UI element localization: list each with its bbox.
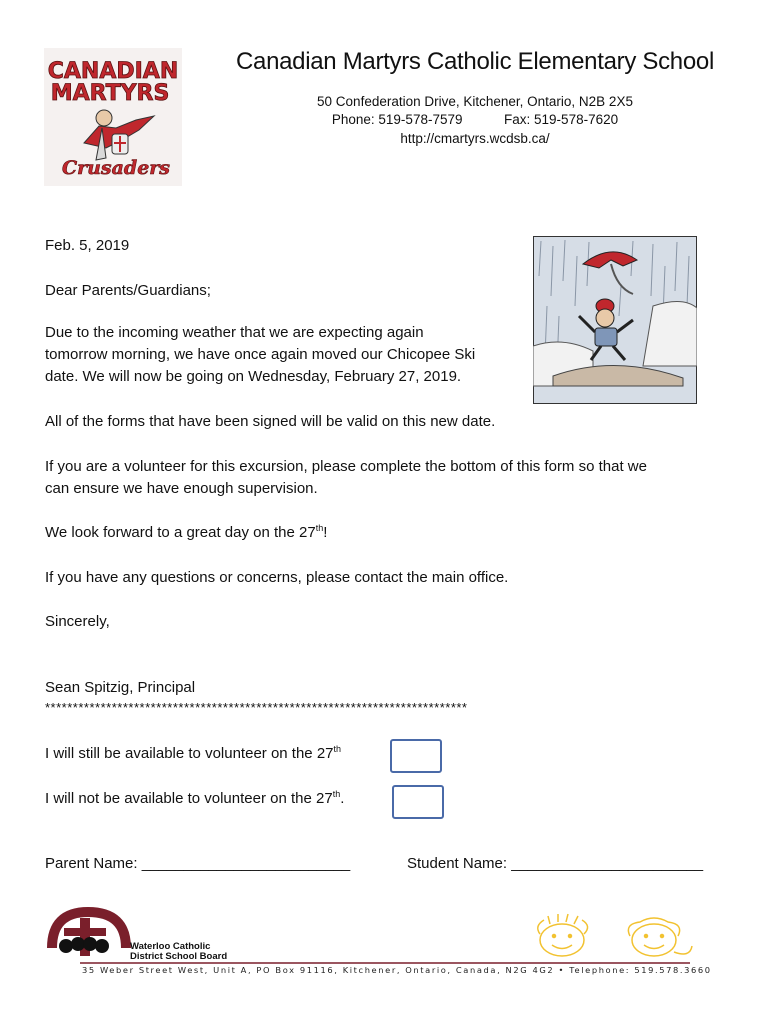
- not-available-checkbox[interactable]: [392, 785, 444, 819]
- board-name-line-2: District School Board: [130, 951, 228, 962]
- paragraph-1-line-2: tomorrow morning, we have once again moved our Chicopee Ski: [45, 346, 476, 363]
- contact-row: [200, 112, 750, 127]
- paragraph-4-superscript: th: [315, 523, 324, 533]
- available-superscript: th: [333, 744, 342, 754]
- children-drawing-icon: [538, 914, 692, 956]
- student-name-field[interactable]: Student Name: _______________________: [407, 855, 704, 872]
- logo-line3: Crusaders: [61, 157, 171, 179]
- paragraph-4-end: !: [323, 524, 328, 541]
- volunteer-not-available-label: [45, 788, 344, 810]
- letter-closing: Sincerely,: [45, 613, 110, 630]
- logo-line1: CANADIAN: [47, 59, 179, 84]
- letter-paragraph-2: All of the forms that have been signed will be valid on this new date.: [45, 413, 496, 430]
- parent-name-field[interactable]: Parent Name: _________________________: [45, 855, 351, 872]
- school-website[interactable]: http://cmartyrs.wcdsb.ca/: [400, 131, 550, 146]
- rain-cartoon-image: [533, 236, 697, 404]
- available-text: I will still be available to volunteer on the 27: [45, 745, 334, 762]
- board-name-line-1: Waterloo Catholic: [130, 941, 211, 952]
- paragraph-3-line-2: can ensure we have enough supervision.: [45, 480, 318, 497]
- board-address: 35 Weber Street West, Unit A, PO Box 91116, Kitchener, Ontario, Canada, N2G 4G2 • Telephone: 519.578.3660: [82, 965, 712, 975]
- logo-line2: MARTYRS: [50, 81, 170, 106]
- school-name: Canadian Martyrs Catholic Elementary School: [236, 48, 714, 75]
- paragraph-4-text: We look forward to a great day on the 27: [45, 524, 316, 541]
- letter-salutation: Dear Parents/Guardians;: [45, 282, 211, 299]
- letter-paragraph-4: [45, 522, 327, 544]
- not-available-end: .: [340, 790, 345, 807]
- letter-paragraph-5: If you have any questions or concerns, please contact the main office.: [45, 569, 509, 586]
- volunteer-available-label: [45, 743, 341, 765]
- paragraph-1-line-1: Due to the incoming weather that we are expecting again: [45, 324, 424, 341]
- letter-date: Feb. 5, 2019: [45, 237, 130, 254]
- school-board-footer: [44, 906, 726, 976]
- available-checkbox[interactable]: [390, 739, 442, 773]
- school-address: 50 Confederation Drive, Kitchener, Ontario, N2B 2X5: [317, 94, 633, 109]
- paragraph-3-line-1: If you are a volunteer for this excursion, please complete the bottom of this form so that we: [45, 458, 647, 475]
- not-available-text: I will not be available to volunteer on the 27: [45, 790, 333, 807]
- letter-paragraph-3: [45, 456, 647, 500]
- letter-signature: Sean Spitzig, Principal: [45, 679, 196, 696]
- tear-off-divider: ****************************************************************************: [45, 700, 468, 715]
- school-logo: [44, 48, 182, 186]
- not-available-superscript: th: [332, 789, 341, 799]
- paragraph-1-line-3: date. We will now be going on Wednesday, February 27, 2019.: [45, 368, 462, 385]
- letter-paragraph-1: [45, 322, 475, 388]
- phone-number: Phone: 519-578-7579: [331, 112, 463, 127]
- fax-number: Fax: 519-578-7620: [504, 112, 619, 127]
